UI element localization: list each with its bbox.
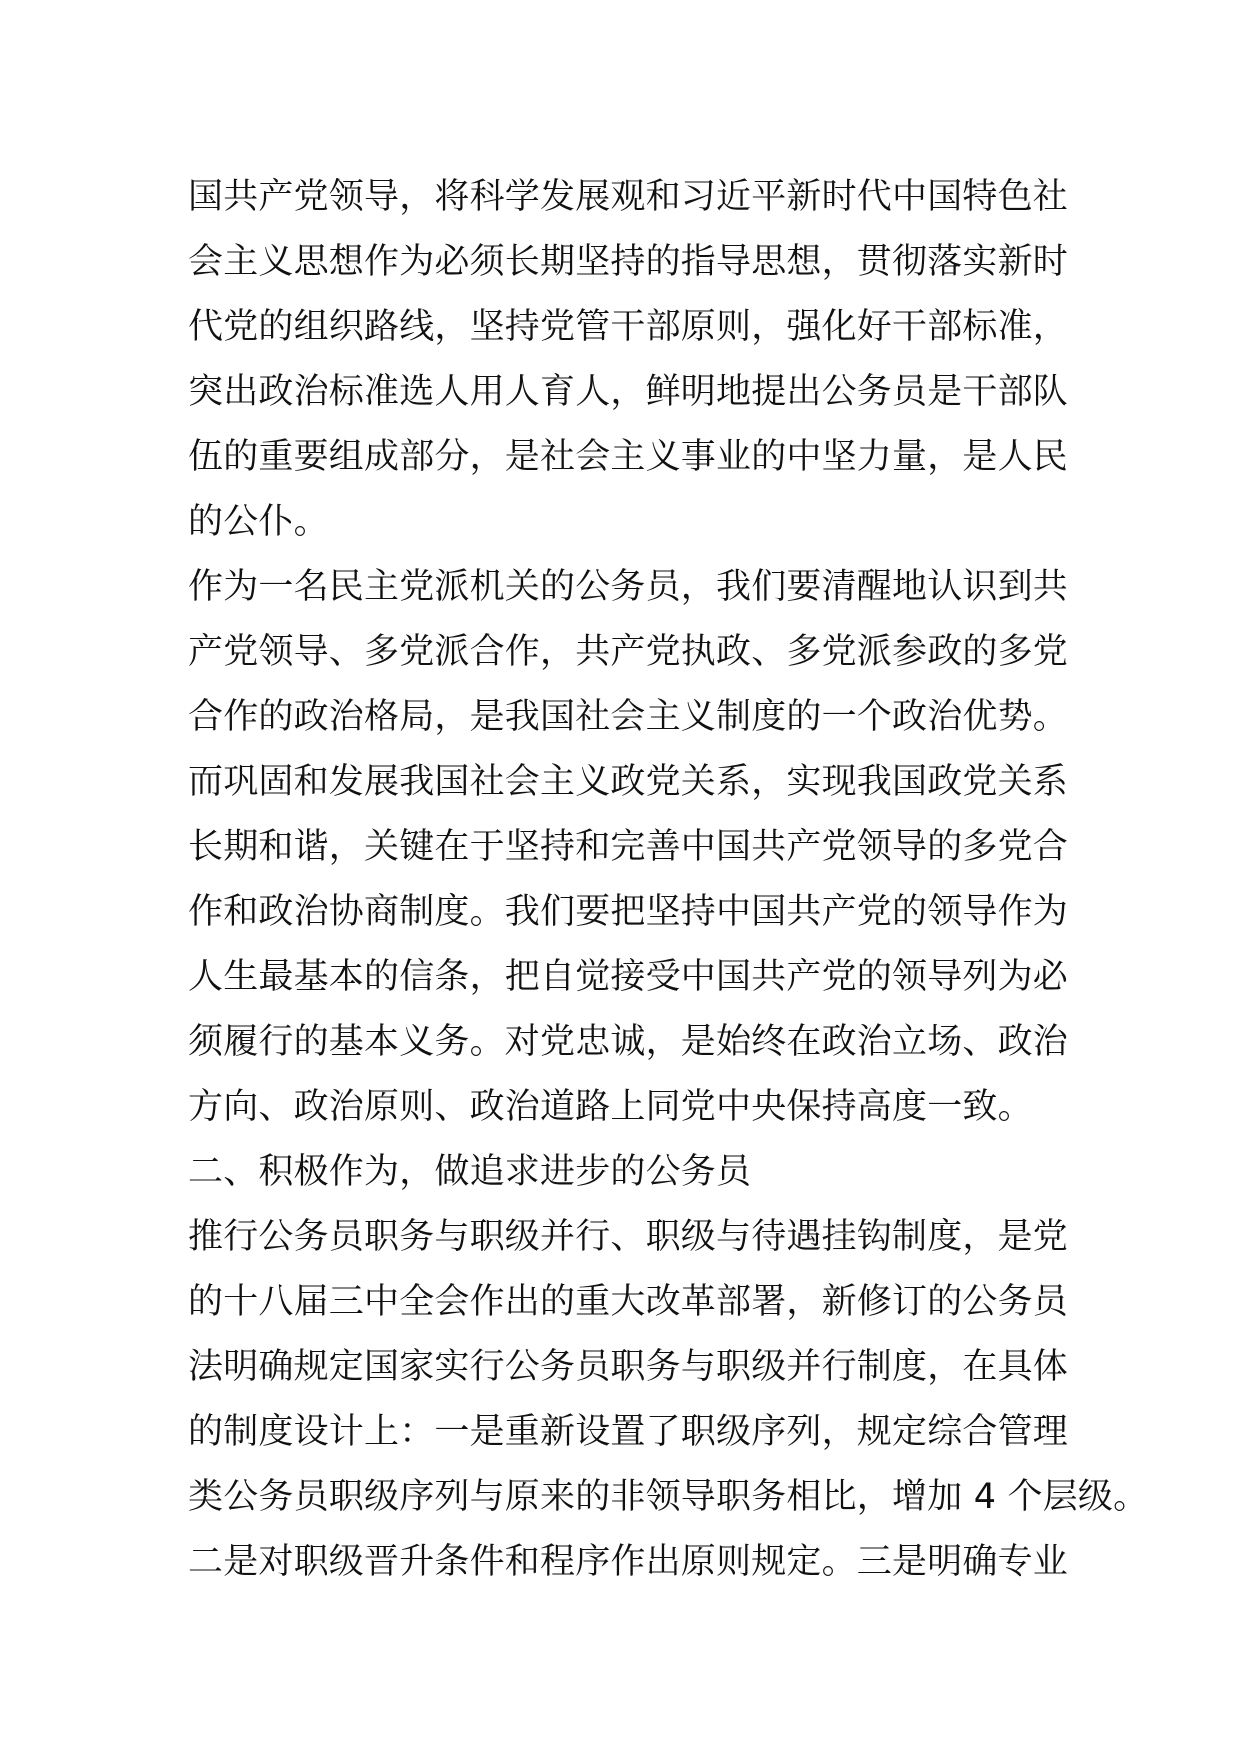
text-line: 的制度设计上：一是重新设置了职级序列，规定综合管理 <box>188 1412 1069 1452</box>
text-line: 作为一名民主党派机关的公务员，我们要清醒地认识到共 <box>188 567 1069 607</box>
text-line: 突出政治标准选人用人育人，鲜明地提出公务员是干部队 <box>188 372 1069 412</box>
text-line: 会主义思想作为必须长期坚持的指导思想，贯彻落实新时 <box>188 242 1069 282</box>
text-line: 人生最基本的信条，把自觉接受中国共产党的领导列为必 <box>188 957 1069 997</box>
text-line: 而巩固和发展我国社会主义政党关系，实现我国政党关系 <box>188 762 1069 802</box>
text-line: 作和政治协商制度。我们要把坚持中国共产党的领导作为 <box>188 892 1069 932</box>
text-line: 代党的组织路线，坚持党管干部原则，强化好干部标准， <box>188 307 1069 347</box>
text-line: 的公仆。 <box>188 502 329 542</box>
text-line: 长期和谐，关键在于坚持和完善中国共产党领导的多党合 <box>188 827 1069 867</box>
text-line: 方向、政治原则、政治道路上同党中央保持高度一致。 <box>188 1087 1033 1127</box>
text-line: 须履行的基本义务。对党忠诚，是始终在政治立场、政治 <box>188 1022 1069 1062</box>
text-line: 法明确规定国家实行公务员职务与职级并行制度，在具体 <box>188 1347 1069 1387</box>
section-heading: 二、积极作为，做追求进步的公务员 <box>188 1152 752 1192</box>
document-body <box>188 165 1149 1595</box>
text-line: 伍的重要组成部分，是社会主义事业的中坚力量，是人民 <box>188 437 1069 477</box>
text-line: 合作的政治格局，是我国社会主义制度的一个政治优势。 <box>188 697 1069 737</box>
text-line: 产党领导、多党派合作，共产党执政、多党派参政的多党 <box>188 632 1069 672</box>
text-line: 国共产党领导，将科学发展观和习近平新时代中国特色社 <box>188 177 1069 217</box>
text-line: 推行公务员职务与职级并行、职级与待遇挂钩制度，是党 <box>188 1217 1069 1257</box>
text-line: 的十八届三中全会作出的重大改革部署，新修订的公务员 <box>188 1282 1069 1322</box>
text-line: 二是对职级晋升条件和程序作出原则规定。三是明确专业 <box>188 1542 1069 1582</box>
text-line: 类公务员职级序列与原来的非领导职务相比，增加 4 个层级。 <box>188 1477 1149 1517</box>
